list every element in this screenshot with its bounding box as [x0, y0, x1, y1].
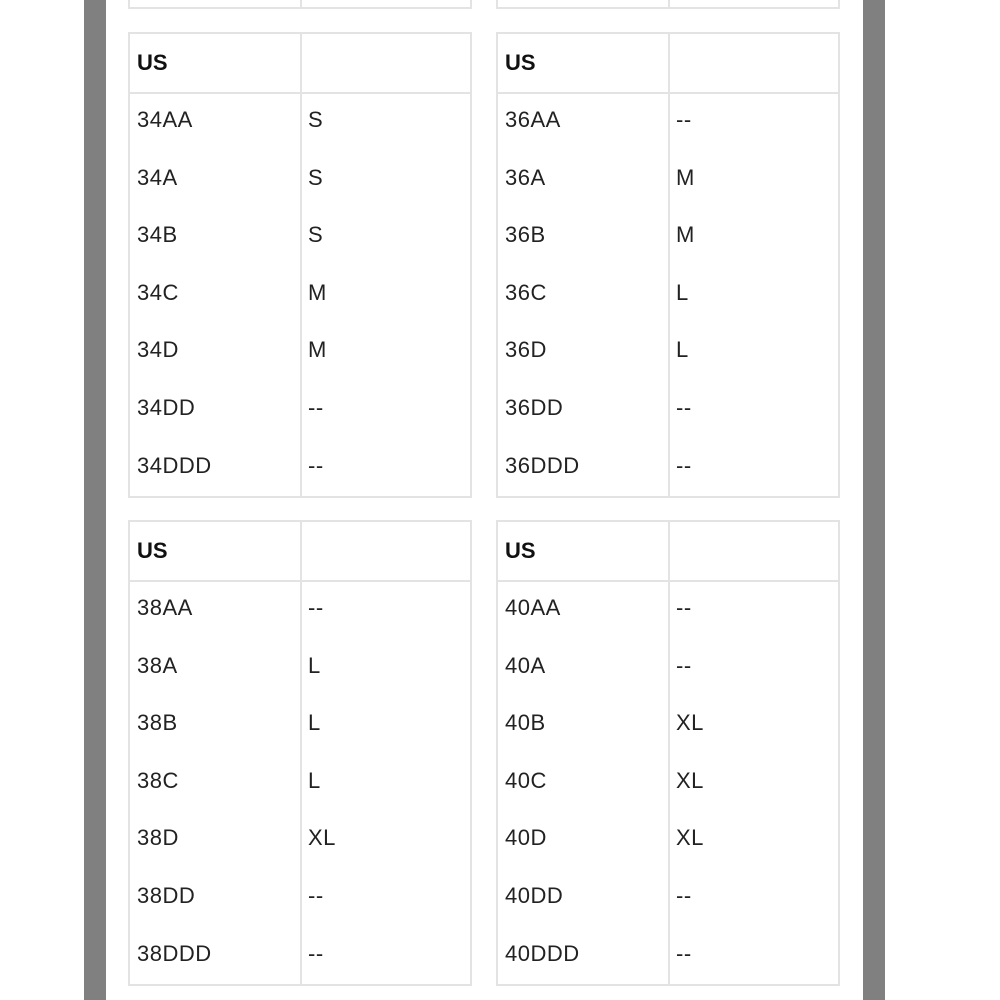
table-row [498, 209, 838, 267]
header-label: US [137, 538, 168, 563]
band-cup-cell: 40D [505, 825, 547, 851]
band-cup-cell: 40DDD [505, 940, 580, 966]
band-cup-cell: 36D [505, 337, 547, 363]
table-header [498, 522, 838, 582]
table-row [130, 697, 470, 755]
band-cup-cell: 40B [505, 710, 546, 736]
table-row [130, 870, 470, 928]
size-cell: L [676, 337, 689, 363]
table-row [130, 928, 470, 986]
table-row [498, 812, 838, 870]
left-frame-border [84, 0, 106, 1000]
table-row [498, 267, 838, 325]
band-cup-cell: 36B [505, 222, 546, 248]
size-cell: XL [676, 825, 704, 851]
table-header [130, 34, 470, 94]
band-cup-cell: 40AA [505, 595, 561, 620]
right-frame-border [863, 0, 885, 1000]
size-cell: -- [308, 394, 324, 420]
table-row [498, 440, 838, 498]
size-cell: M [308, 337, 327, 363]
table-row [498, 870, 838, 928]
header-label: US [505, 538, 536, 563]
band-cup-cell: 34B [137, 222, 178, 248]
table-row [498, 152, 838, 210]
size-cell: -- [676, 595, 692, 620]
size-cell: -- [676, 652, 692, 678]
table-row [130, 382, 470, 440]
size-cell: S [308, 107, 324, 132]
table-row [130, 209, 470, 267]
table-row [130, 582, 470, 640]
table-row [498, 697, 838, 755]
band-cup-cell: 36AA [505, 107, 561, 132]
band-cup-cell: 38B [137, 710, 178, 736]
band-cup-cell: 38DDD [137, 940, 212, 966]
size-cell: L [308, 652, 321, 678]
size-cell: -- [308, 882, 324, 908]
size-cell: L [676, 279, 689, 305]
header-label: US [505, 50, 536, 75]
band-cup-cell: 38DD [137, 882, 196, 908]
band-cup-cell: 38D [137, 825, 179, 851]
size-cell: S [308, 164, 324, 190]
size-cell: -- [676, 107, 692, 132]
band-cup-cell: 38C [137, 767, 179, 793]
table-row [130, 152, 470, 210]
table-row [130, 267, 470, 325]
size-cell: -- [676, 882, 692, 908]
size-cell: M [676, 222, 695, 248]
previous-table-bottom [128, 0, 472, 9]
table-row [498, 640, 838, 698]
band-cup-cell: 34DDD [137, 452, 212, 478]
size-cell: -- [676, 452, 692, 478]
table-row [498, 324, 838, 382]
band-cup-cell: 36DD [505, 394, 564, 420]
size-cell: L [308, 767, 321, 793]
size-cell: -- [676, 394, 692, 420]
size-cell: -- [308, 452, 324, 478]
table-row [498, 582, 838, 640]
band-cup-cell: 36A [505, 164, 546, 190]
table-header [130, 522, 470, 582]
table-row [498, 94, 838, 152]
size-table-38 [128, 520, 472, 986]
band-cup-cell: 36DDD [505, 452, 580, 478]
size-cell: XL [676, 710, 704, 736]
band-cup-cell: 34D [137, 337, 179, 363]
size-table-34 [128, 32, 472, 498]
band-cup-cell: 40C [505, 767, 547, 793]
size-cell: -- [308, 940, 324, 966]
size-cell: L [308, 710, 321, 736]
table-row [130, 324, 470, 382]
size-cell: XL [676, 767, 704, 793]
size-cell: -- [308, 595, 324, 620]
band-cup-cell: 40DD [505, 882, 564, 908]
size-cell: S [308, 222, 324, 248]
table-row [130, 812, 470, 870]
band-cup-cell: 40A [505, 652, 546, 678]
band-cup-cell: 34DD [137, 394, 196, 420]
band-cup-cell: 38A [137, 652, 178, 678]
size-cell: XL [308, 825, 336, 851]
size-cell: -- [676, 940, 692, 966]
table-header [498, 34, 838, 94]
band-cup-cell: 38AA [137, 595, 193, 620]
size-cell: M [308, 279, 327, 305]
previous-table-bottom [496, 0, 840, 9]
band-cup-cell: 34A [137, 164, 178, 190]
table-row [130, 94, 470, 152]
band-cup-cell: 36C [505, 279, 547, 305]
band-cup-cell: 34AA [137, 107, 193, 132]
table-row [498, 928, 838, 986]
size-table-40 [496, 520, 840, 986]
table-row [498, 382, 838, 440]
table-row [130, 440, 470, 498]
table-row [498, 755, 838, 813]
table-row [130, 640, 470, 698]
table-row [130, 755, 470, 813]
size-table-36 [496, 32, 840, 498]
header-label: US [137, 50, 168, 75]
band-cup-cell: 34C [137, 279, 179, 305]
size-cell: M [676, 164, 695, 190]
